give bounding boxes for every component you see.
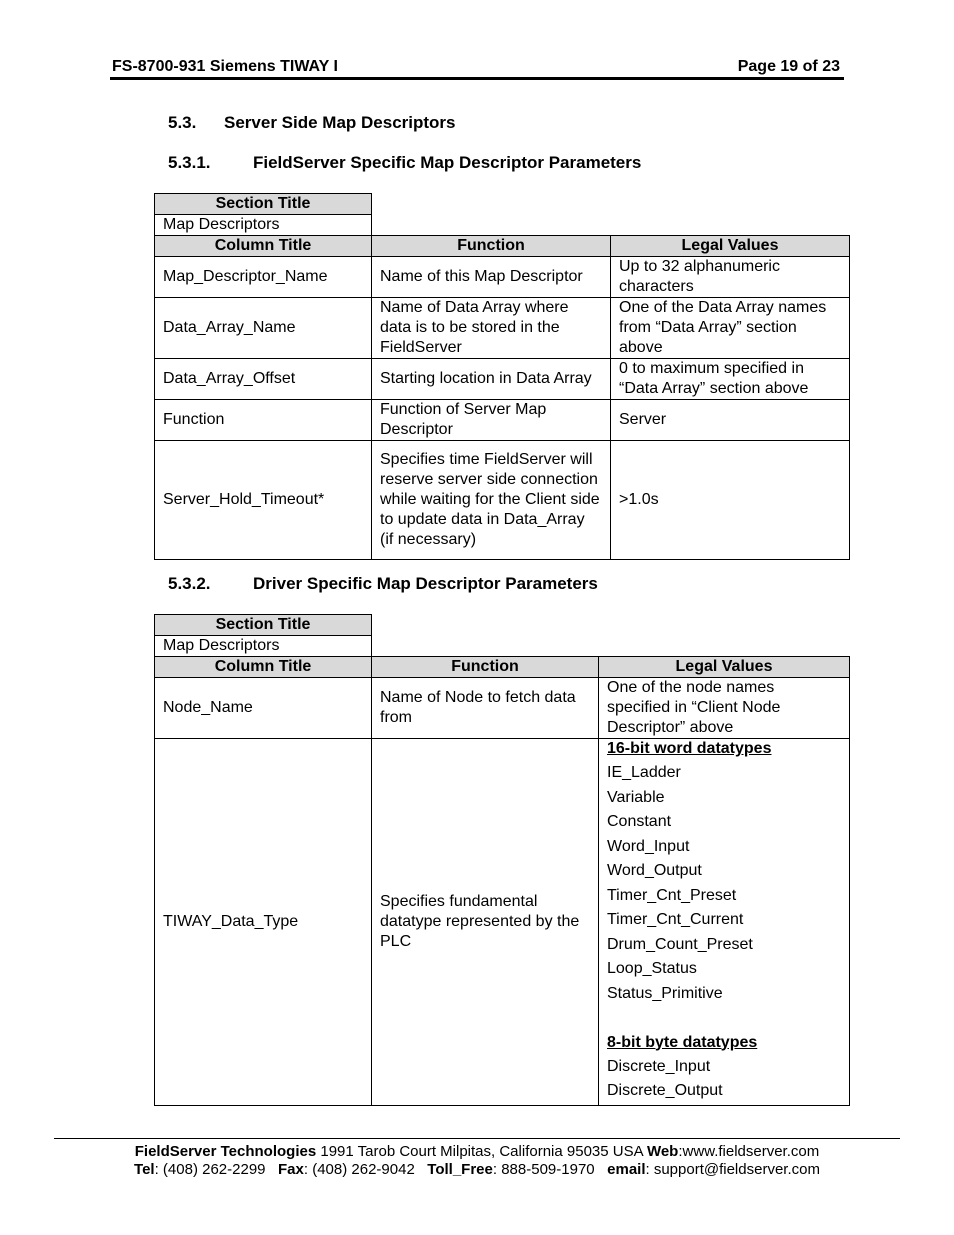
footer-tollfree: : 888-509-1970 bbox=[492, 1161, 608, 1178]
cell-function: Function of Server Map Descriptor bbox=[372, 400, 611, 441]
column-header-function: Function bbox=[372, 657, 599, 678]
cell-column-title: Map_Descriptor_Name bbox=[155, 257, 372, 298]
document-title: FS-8700-931 Siemens TIWAY I bbox=[112, 58, 338, 75]
table-row bbox=[155, 441, 850, 560]
datatype-item: Status_Primitive bbox=[607, 984, 723, 1002]
footer-company: FieldServer Technologies bbox=[134, 1143, 317, 1160]
datatype-item: Constant bbox=[607, 813, 672, 830]
cell-function: Specifies time FieldServer will reserve server side connection while waiting for the Client side to update data in Data_Array (if necessary) bbox=[372, 441, 611, 560]
section-number: 5.3.1. bbox=[168, 153, 211, 172]
footer-email-label: email bbox=[607, 1161, 646, 1178]
datatype-item: Drum_Count_Preset bbox=[607, 935, 753, 953]
section-title-value: Map Descriptors bbox=[155, 636, 372, 657]
cell-column-title: TIWAY_Data_Type bbox=[155, 739, 372, 1106]
cell-legal-values bbox=[599, 739, 850, 1106]
spacer bbox=[607, 1006, 841, 1031]
datatype-item: Discrete_Input bbox=[607, 1057, 711, 1075]
datatype-item: Loop_Status bbox=[607, 960, 697, 977]
footer-fax-label: Fax bbox=[278, 1161, 304, 1178]
section-number: 5.3.2. bbox=[168, 574, 211, 593]
footer-tel-label: Tel bbox=[134, 1161, 155, 1178]
section-title-value: Map Descriptors bbox=[155, 215, 372, 236]
table-row bbox=[155, 739, 850, 1106]
table-row bbox=[155, 257, 850, 298]
cell-function: Starting location in Data Array bbox=[372, 359, 611, 400]
table-row bbox=[155, 298, 850, 359]
section-heading-5-3-2 bbox=[168, 574, 598, 594]
cell-legal-values: >1.0s bbox=[611, 441, 850, 560]
section-title-header: Section Title bbox=[155, 194, 372, 215]
section-heading-5-3-1 bbox=[168, 153, 641, 173]
footer-line-2 bbox=[0, 1161, 954, 1179]
footer-email: : support@fieldserver.com bbox=[645, 1161, 820, 1178]
column-header-function: Function bbox=[372, 236, 611, 257]
driver-parameters-table bbox=[154, 614, 850, 1106]
section-title: FieldServer Specific Map Descriptor Parameters bbox=[253, 153, 642, 172]
cell-legal-values: One of the node names specified in “Client Node Descriptor” above bbox=[599, 678, 850, 739]
footer-address: 1991 Tarob Court Milpitas, California 95035 USA bbox=[316, 1143, 647, 1160]
cell-column-title: Function bbox=[155, 400, 372, 441]
table-row bbox=[155, 400, 850, 441]
header-rule bbox=[110, 77, 844, 80]
footer-line-1 bbox=[0, 1143, 954, 1161]
datatype-item: Timer_Cnt_Preset bbox=[607, 886, 737, 904]
cell-column-title: Node_Name bbox=[155, 678, 372, 739]
cell-function: Name of Node to fetch data from bbox=[372, 678, 599, 739]
section-title: Driver Specific Map Descriptor Parameters bbox=[253, 574, 598, 593]
datatype-item: Word_Input bbox=[607, 837, 690, 855]
datatype-item: Variable bbox=[607, 788, 665, 806]
datatype-item: Timer_Cnt_Current bbox=[607, 911, 744, 928]
cell-column-title: Data_Array_Offset bbox=[155, 359, 372, 400]
cell-legal-values: One of the Data Array names from “Data Array” section above bbox=[611, 298, 850, 359]
cell-function: Name of Data Array where data is to be stored in the FieldServer bbox=[372, 298, 611, 359]
section-title-header: Section Title bbox=[155, 615, 372, 636]
column-header-title: Column Title bbox=[155, 657, 372, 678]
cell-legal-values: Up to 32 alphanumeric characters bbox=[611, 257, 850, 298]
table-row bbox=[155, 678, 850, 739]
footer-rule bbox=[54, 1138, 900, 1139]
section-title: Server Side Map Descriptors bbox=[224, 113, 456, 132]
datatype-item: Word_Output bbox=[607, 862, 702, 879]
footer-tel: : (408) 262-2299 bbox=[154, 1161, 279, 1178]
cell-column-title: Data_Array_Name bbox=[155, 298, 372, 359]
datatype-item: IE_Ladder bbox=[607, 764, 681, 781]
footer-tollfree-label: Toll_Free bbox=[427, 1161, 493, 1178]
cell-legal-values: 0 to maximum specified in “Data Array” section above bbox=[611, 359, 850, 400]
column-header-legal-values: Legal Values bbox=[599, 657, 850, 678]
table-row bbox=[155, 359, 850, 400]
fieldserver-parameters-table bbox=[154, 193, 850, 560]
column-header-title: Column Title bbox=[155, 236, 372, 257]
section-number: 5.3. bbox=[168, 113, 197, 132]
section-heading-5-3 bbox=[168, 113, 455, 133]
datatype-item: Discrete_Output bbox=[607, 1082, 723, 1099]
byte-datatypes-header: 8-bit byte datatypes bbox=[607, 1033, 758, 1051]
cell-column-title: Server_Hold_Timeout* bbox=[155, 441, 372, 560]
column-header-legal-values: Legal Values bbox=[611, 236, 850, 257]
cell-function: Name of this Map Descriptor bbox=[372, 257, 611, 298]
footer-web: :www.fieldserver.com bbox=[678, 1143, 820, 1160]
footer-web-label: Web bbox=[646, 1143, 679, 1160]
cell-legal-values: Server bbox=[611, 400, 850, 441]
footer-fax: : (408) 262-9042 bbox=[303, 1161, 428, 1178]
cell-function: Specifies fundamental datatype represented by the PLC bbox=[372, 739, 599, 1106]
word-datatypes-header: 16-bit word datatypes bbox=[607, 740, 772, 757]
page-number: Page 19 of 23 bbox=[737, 58, 840, 75]
